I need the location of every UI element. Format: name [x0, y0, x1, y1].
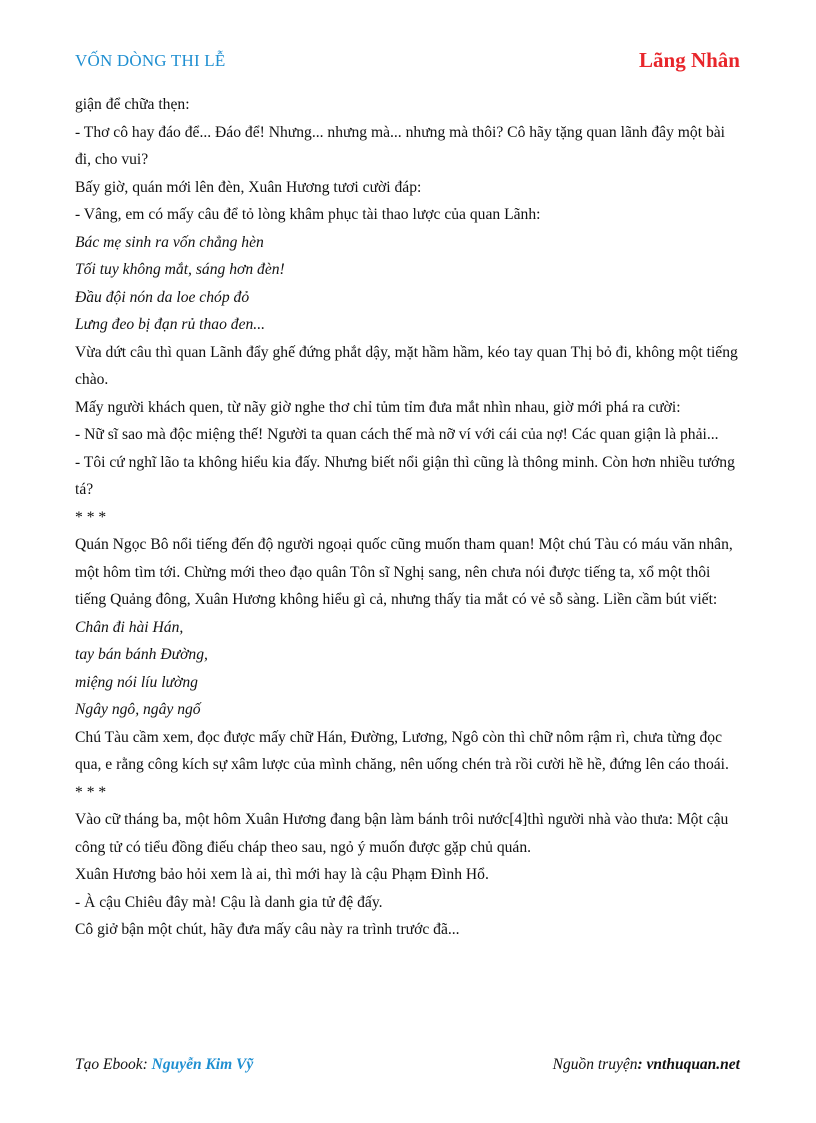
section-separator: * * * — [75, 508, 107, 526]
poem-line: Đầu đội nón da loe chóp đỏ — [75, 288, 250, 306]
paragraph: - Thơ cô hay đáo để... Đáo để! Nhưng... nhưng mà... nhưng mà thôi? Cô hãy tặng quan lãnh đây một bài đi, cho vui? — [75, 123, 725, 168]
author-name: Lãng Nhân — [639, 48, 740, 72]
ebook-creator-name: Nguyễn Kim Vỹ — [151, 1056, 254, 1073]
footer-source-credit: Nguồn truyện: vnthuquan.net — [552, 1056, 740, 1073]
footer-ebook-credit: Tạo Ebook: Nguyễn Kim Vỹ — [75, 1056, 254, 1073]
paragraph: giận để chữa thẹn: — [75, 96, 190, 113]
source-site: vnthuquan.net — [646, 1056, 740, 1073]
poem-line: Lưng đeo bị đạn rủ thao đen... — [75, 316, 265, 333]
paragraph: - Nữ sĩ sao mà độc miệng thế! Người ta quan cách thế mà nỡ ví với cái của nợ! Các quan giận là phải... — [75, 426, 719, 443]
paragraph: Xuân Hương bảo hỏi xem là ai, thì mới hay là cậu Phạm Đình Hổ. — [75, 866, 489, 883]
paragraph: Vào cữ tháng ba, một hôm Xuân Hương đang bận làm bánh trôi nước[4]thì người nhà vào thưa: Một cậu công tử có tiểu đồng điếu cháp theo sau, ngỏ ý muốn được gặp chủ quán. — [75, 811, 729, 856]
paragraph: Mấy người khách quen, từ nãy giờ nghe thơ chỉ tủm tỉm đưa mắt nhìn nhau, giờ mới phá ra cười: — [75, 398, 681, 416]
poem-line: Chân đi hài Hán, — [75, 618, 184, 636]
paragraph: Chú Tàu cầm xem, đọc được mấy chữ Hán, Đường, Lương, Ngô còn thì chữ nôm rậm rì, chưa từng đọc qua, e rằng công kích sự xâm lược của mình chăng, nên uống chén trà rồi cười hề hề, đứng lên cáo thoái. — [75, 728, 729, 773]
page-content — [75, 91, 743, 944]
paragraph: - Vâng, em có mấy câu để tỏ lòng khâm phục tài thao lược của quan Lãnh: — [75, 206, 541, 223]
poem-line: Ngây ngô, ngây ngố — [75, 701, 201, 718]
source-label: Nguồn truyện — [552, 1056, 638, 1073]
poem-line: tay bán bánh Đường, — [75, 646, 208, 663]
poem-line: Bác mẹ sinh ra vốn chẳng hèn — [75, 233, 264, 251]
paragraph: Quán Ngọc Bô nổi tiếng đến độ người ngoại quốc cũng muốn tham quan! Một chú Tàu có máu văn nhân, một hôm tìm tới. Chừng mới theo đạo quân Tôn sĩ Nghị sang, nên chưa nói được tiếng ta, xổ một thôi tiếng Quảng đông, Xuân Hương không hiểu gì cả, nhưng thấy tia mắt có vẻ sỗ sàng. Liền cầm bút viết: — [75, 536, 733, 608]
poem-line: miệng nói líu lường — [75, 673, 198, 691]
paragraph: - À cậu Chiêu đây mà! Cậu là danh gia tử đệ đấy. — [75, 893, 383, 911]
ebook-label: Tạo Ebook — [75, 1056, 143, 1073]
paragraph: Bấy giờ, quán mới lên đèn, Xuân Hương tươi cười đáp: — [75, 178, 422, 196]
poem-line: Tối tuy không mắt, sáng hơn đèn! — [75, 261, 285, 278]
paragraph: Vừa dứt câu thì quan Lãnh đẩy ghế đứng phắt dậy, mặt hầm hầm, kéo tay quan Thị bỏ đi, không một tiếng chào. — [75, 343, 738, 388]
paragraph: Cô giở bận một chút, hãy đưa mấy câu này ra trình trước đã... — [75, 921, 460, 938]
book-title: VỐN DÒNG THI LỄ — [75, 51, 226, 70]
section-separator: * * * — [75, 783, 107, 801]
paragraph: - Tôi cứ nghĩ lão ta không hiểu kia đấy. Nhưng biết nổi giận thì cũng là thông minh. Còn hơn nhiều tướng tá? — [75, 453, 735, 498]
